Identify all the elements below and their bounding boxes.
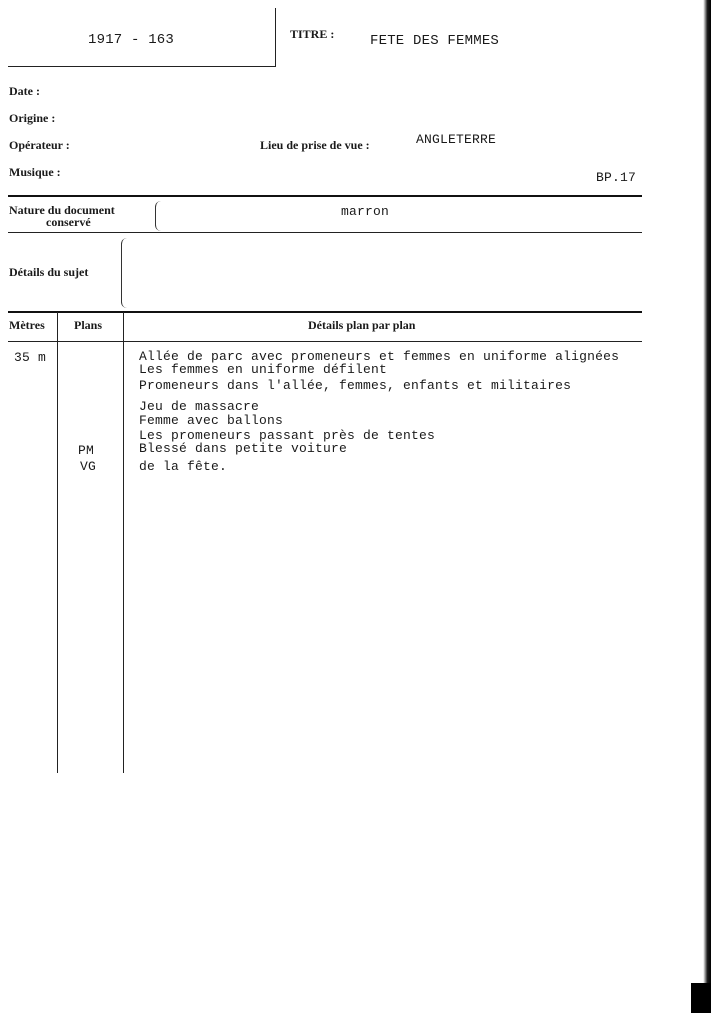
plan-entry: VG <box>80 459 97 474</box>
operateur-label: Opérateur : <box>9 138 70 152</box>
nature-top-rule <box>8 195 642 197</box>
metres-value: 35 m <box>14 350 47 365</box>
header-box-divider <box>275 8 276 67</box>
header-box-bottom-rule <box>8 66 275 67</box>
nature-value: marron <box>341 204 390 219</box>
sujet-brace <box>121 238 128 308</box>
table-header-rule <box>8 341 642 342</box>
title-label: TITRE : <box>290 27 335 41</box>
detail-line: de la fête. <box>139 459 228 474</box>
detail-line: Les promeneurs passant près de tentes <box>139 428 436 443</box>
col-divider-plans <box>123 312 124 773</box>
scan-edge-corner <box>691 983 711 1013</box>
detail-line: Blessé dans petite voiture <box>139 441 348 456</box>
detail-line: Promeneurs dans l'allée, femmes, enfants et militaires <box>139 378 572 393</box>
nature-label-line1: Nature du document <box>9 203 115 217</box>
detail-line: Jeu de massacre <box>139 399 260 414</box>
musique-label: Musique : <box>9 165 61 179</box>
title-value: FETE DES FEMMES <box>370 33 500 49</box>
sujet-label: Détails du sujet <box>9 265 89 279</box>
archive-code: BP.17 <box>596 170 637 185</box>
date-label: Date : <box>9 84 40 98</box>
detail-line: Femme avec ballons <box>139 413 284 428</box>
reference-number: 1917 - 163 <box>88 32 175 48</box>
lieu-label: Lieu de prise de vue : <box>260 138 370 152</box>
col-header-plans: Plans <box>74 318 103 332</box>
origine-label: Origine : <box>9 111 56 125</box>
plan-entry: PM <box>78 443 95 458</box>
nature-label-line2: conservé <box>46 215 91 229</box>
lieu-value: ANGLETERRE <box>416 132 497 147</box>
col-header-details: Détails plan par plan <box>308 318 416 332</box>
col-header-metres: Mètres <box>9 318 45 332</box>
table-top-rule <box>8 311 642 313</box>
scan-edge-shadow <box>699 0 711 1013</box>
col-divider-metres <box>57 312 58 773</box>
detail-line: Allée de parc avec promeneurs et femmes en uniforme alignées <box>139 349 620 364</box>
detail-line: Les femmes en uniforme défilent <box>139 362 388 377</box>
nature-brace <box>155 201 162 231</box>
nature-bottom-rule <box>8 232 642 233</box>
